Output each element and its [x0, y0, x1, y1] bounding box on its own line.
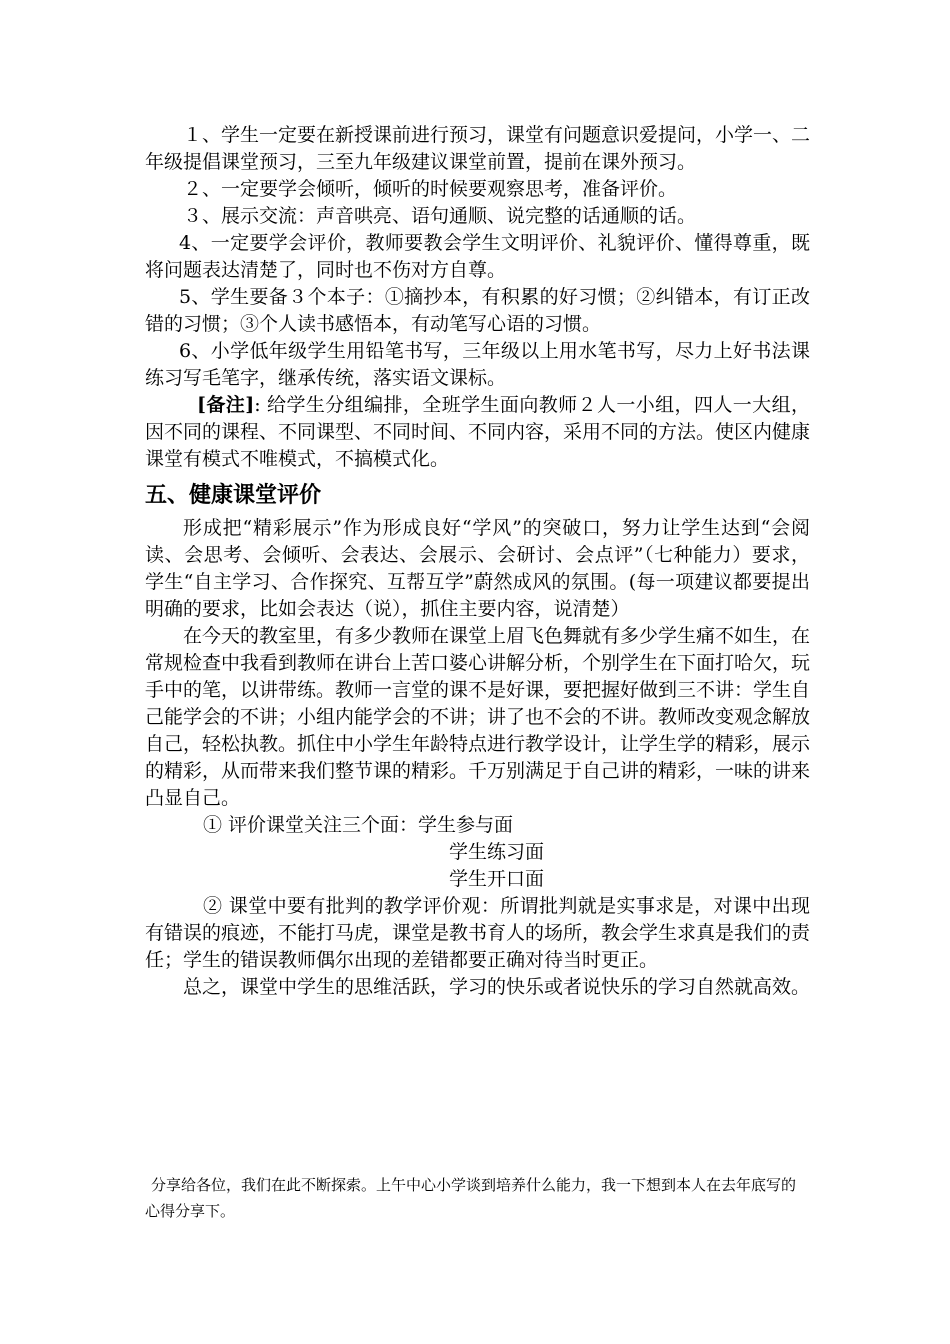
section-heading: 五、健康课堂评价	[145, 483, 322, 508]
section-paragraph-3: ② 课堂中要有批判的教学评价观：所谓批判就是实事求是，对课中出现有错误的痕迹，不能打马虎，课堂是教书育人的场所，教会学生求真是我们的责任；学生的错误教师偶尔出现的差错都要正确对待当时更正。	[145, 895, 811, 971]
list-item-6: 6、小学低年级学生用铅笔书写，三年级以上用水笔书写，尽力上好书法课练习写毛笔字，继承传统，落实语文课标。	[145, 340, 810, 389]
note-paragraph	[145, 392, 810, 473]
evaluation-sub-1: 学生练习面	[449, 841, 545, 863]
section-paragraph-2: 在今天的教室里，有多少教师在课堂上眉飞色舞就有多少学生痛不如生，在常规检查中我看到教师在讲台上苦口婆心讲解分析，个别学生在下面打哈欠，玩手中的笔，以讲带练。教师一言堂的课不是好课，要把握好做到三不讲：学生自己能学会的不讲；小组内能学会的不讲；讲了也不会的不讲。教师改变观念解放自己，轻松执教。抓住中小学生年龄特点进行教学设计，让学生学的精彩，展示的精彩，从而带来我们整节课的精彩。千万别满足于自己讲的精彩，一味的讲来凸显自己。	[145, 625, 811, 809]
list-item-4: 4、一定要学会评价，教师要教会学生文明评价、礼貌评价、懂得尊重，既将问题表达清楚了，同时也不伤对方自尊。	[145, 232, 810, 281]
list-item-5: 5、学生要备３个本子：①摘抄本，有积累的好习惯；②纠错本，有订正改错的习惯；③个人读书感悟本，有动笔写心语的习惯。	[145, 286, 810, 335]
note-text: : 给学生分组编排，全班学生面向教师２人一小组，四人一大组，因不同的课程、不同课型、不同时间、不同内容，采用不同的方法。使区内健康课堂有模式不唯模式，不搞模式化。	[145, 394, 811, 470]
list-item-3: ３、展示交流：声音哄亮、语句通顺、说完整的话通顺的话。	[183, 205, 697, 227]
evaluation-line: ① 评价课堂关注三个面：学生参与面	[203, 814, 514, 836]
footer-note: 分享给各位，我们在此不断探索。上午中心小学谈到培养什么能力，我一下想到本人在去年底写的心得分享下。	[145, 1176, 797, 1220]
note-label: [备注]	[197, 394, 255, 416]
list-item-1: １、学生一定要在新授课前进行预习，课堂有问题意识爱提问，小学一、二年级提倡课堂预习，三至九年级建议课堂前置，提前在课外预习。	[145, 124, 811, 173]
evaluation-sub-2: 学生开口面	[449, 868, 545, 890]
section-paragraph-1: 形成把“精彩展示”作为形成良好“学风”的突破口，努力让学生达到“会阅读、会思考、会倾听、会表达、会展示、会研讨、会点评”（七种能力）要求，学生“自主学习、合作探究、互帮互学”蔚然成风的氛围。(每一项建议都要提出明确的要求，比如会表达（说），抓住主要内容，说清楚）	[145, 517, 810, 620]
section-paragraph-4: 总之，课堂中学生的思维活跃，学习的快乐或者说快乐的学习自然就高效。	[183, 976, 811, 998]
list-item-2: ２、一定要学会倾听，倾听的时候要观察思考，准备评价。	[183, 178, 678, 200]
document-body	[145, 122, 810, 1001]
